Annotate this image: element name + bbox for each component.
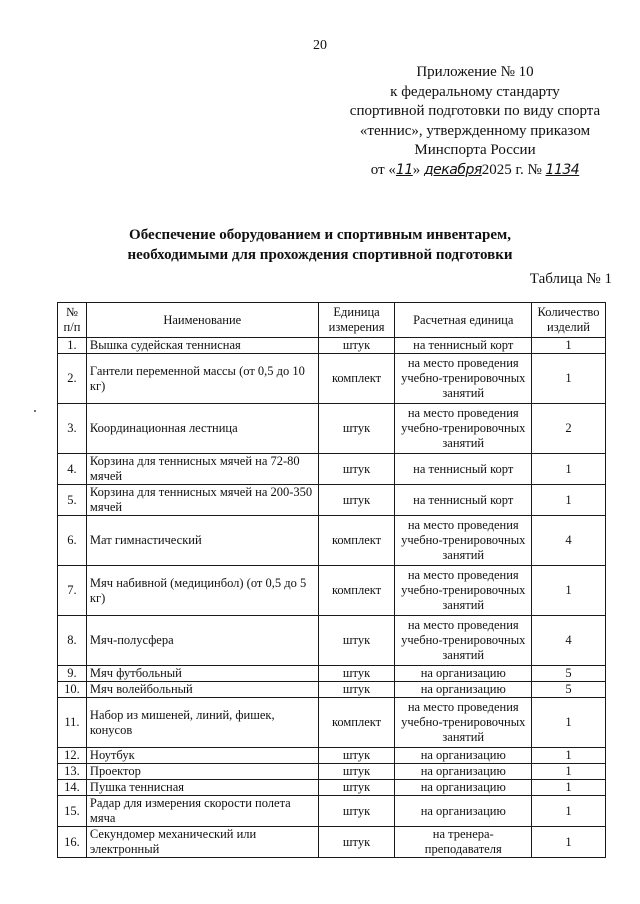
cell-name: Проектор: [86, 764, 318, 780]
cell-name: Мяч набивной (медицинбол) (от 0,5 до 5 кг): [86, 566, 318, 616]
cell-calc: на организацию: [395, 666, 532, 682]
order-date-line: [330, 161, 620, 181]
appendix-line-3: спортивной подготовки по виду спорта: [349, 103, 601, 119]
table-row: [58, 338, 606, 354]
cell-unit: штук: [318, 764, 395, 780]
cell-qty: 1: [532, 748, 606, 764]
date-mid: »: [412, 161, 421, 178]
cell-name: Корзина для теннисных мячей на 200-350 мячей: [86, 485, 318, 516]
cell-unit: штук: [318, 748, 395, 764]
date-day-handwritten: 11: [395, 161, 413, 178]
table-row: [58, 698, 606, 748]
table-row: [58, 454, 606, 485]
title-line-2: необходимыми для прохождения спортивной подготовки: [127, 247, 513, 263]
header-unit: Единица измерения: [318, 303, 395, 338]
table-row: [58, 516, 606, 566]
cell-num: 6.: [58, 516, 87, 566]
cell-unit: штук: [318, 454, 395, 485]
cell-name: Ноутбук: [86, 748, 318, 764]
cell-num: 9.: [58, 666, 87, 682]
cell-qty: 1: [532, 354, 606, 404]
cell-qty: 2: [532, 404, 606, 454]
table-row: [58, 796, 606, 827]
cell-calc: на организацию: [395, 764, 532, 780]
equipment-table: [57, 302, 606, 858]
cell-unit: штук: [318, 338, 395, 354]
cell-qty: 5: [532, 682, 606, 698]
scan-speck: [34, 410, 36, 412]
cell-unit: комплект: [318, 566, 395, 616]
cell-name: Корзина для теннисных мячей на 72-80 мячей: [86, 454, 318, 485]
date-prefix: от «: [370, 161, 396, 178]
appendix-line-2: к федеральному стандарту: [390, 83, 560, 100]
table-row: [58, 404, 606, 454]
cell-num: 1.: [58, 338, 87, 354]
order-number-handwritten: 1134: [545, 161, 580, 178]
table-row: [58, 666, 606, 682]
cell-num: 12.: [58, 748, 87, 764]
table-row: [58, 485, 606, 516]
table-row: [58, 827, 606, 858]
cell-calc: на теннисный корт: [395, 338, 532, 354]
cell-calc: на место проведения учебно-тренировочных занятий: [395, 566, 532, 616]
cell-unit: комплект: [318, 354, 395, 404]
cell-qty: 1: [532, 698, 606, 748]
cell-qty: 1: [532, 485, 606, 516]
table-caption: Таблица № 1: [529, 271, 612, 287]
cell-num: 7.: [58, 566, 87, 616]
cell-num: 8.: [58, 616, 87, 666]
cell-name: Радар для измерения скорости полета мяча: [86, 796, 318, 827]
appendix-block: [330, 63, 620, 180]
cell-calc: на место проведения учебно-тренировочных занятий: [395, 616, 532, 666]
table-row: [58, 354, 606, 404]
cell-qty: 1: [532, 827, 606, 858]
cell-num: 16.: [58, 827, 87, 858]
cell-unit: штук: [318, 827, 395, 858]
appendix-line-5: Минспорта России: [414, 142, 536, 158]
cell-qty: 4: [532, 516, 606, 566]
cell-qty: 1: [532, 764, 606, 780]
cell-qty: 1: [532, 338, 606, 354]
appendix-line-1: Приложение № 10: [416, 64, 534, 80]
cell-unit: штук: [318, 616, 395, 666]
cell-calc: на организацию: [395, 748, 532, 764]
cell-unit: штук: [318, 666, 395, 682]
cell-unit: штук: [318, 796, 395, 827]
cell-name: Пушка теннисная: [86, 780, 318, 796]
cell-num: 10.: [58, 682, 87, 698]
cell-calc: на место проведения учебно-тренировочных занятий: [395, 354, 532, 404]
cell-unit: штук: [318, 780, 395, 796]
cell-num: 14.: [58, 780, 87, 796]
date-year: 2025 г. №: [481, 161, 542, 178]
cell-name: Мат гимнастический: [86, 516, 318, 566]
table-row: [58, 780, 606, 796]
cell-qty: 1: [532, 796, 606, 827]
cell-unit: комплект: [318, 698, 395, 748]
table-row: [58, 616, 606, 666]
title-line-1: Обеспечение оборудованием и спортивным инвентарем,: [129, 227, 511, 243]
cell-num: 2.: [58, 354, 87, 404]
cell-name: Мяч футбольный: [86, 666, 318, 682]
cell-qty: 1: [532, 454, 606, 485]
table-row: [58, 748, 606, 764]
appendix-line-4: «теннис», утвержденному приказом: [359, 122, 591, 139]
cell-qty: 1: [532, 566, 606, 616]
cell-qty: 4: [532, 616, 606, 666]
header-calc: Расчетная единица: [395, 303, 532, 338]
table-header-row: [58, 303, 606, 338]
cell-qty: 5: [532, 666, 606, 682]
cell-unit: штук: [318, 404, 395, 454]
table-row: [58, 566, 606, 616]
cell-name: Мяч-полусфера: [86, 616, 318, 666]
cell-calc: на теннисный корт: [395, 454, 532, 485]
cell-name: Гантели переменной массы (от 0,5 до 10 кг): [86, 354, 318, 404]
cell-unit: штук: [318, 485, 395, 516]
document-title: [0, 225, 640, 265]
cell-name: Координационная лестница: [86, 404, 318, 454]
cell-calc: на теннисный корт: [395, 485, 532, 516]
cell-calc: на тренера-преподавателя: [395, 827, 532, 858]
cell-num: 15.: [58, 796, 87, 827]
table-body: [58, 338, 606, 858]
cell-num: 4.: [58, 454, 87, 485]
table-row: [58, 682, 606, 698]
cell-calc: на организацию: [395, 780, 532, 796]
date-month-handwritten: декабря: [423, 161, 482, 178]
cell-name: Вышка судейская теннисная: [86, 338, 318, 354]
header-num: № п/п: [58, 303, 87, 338]
cell-qty: 1: [532, 780, 606, 796]
page-number: 20: [313, 38, 327, 53]
table-row: [58, 764, 606, 780]
cell-name: Мяч волейбольный: [86, 682, 318, 698]
header-name: Наименование: [86, 303, 318, 338]
cell-unit: штук: [318, 682, 395, 698]
cell-calc: на место проведения учебно-тренировочных занятий: [395, 698, 532, 748]
cell-calc: на место проведения учебно-тренировочных занятий: [395, 404, 532, 454]
cell-num: 3.: [58, 404, 87, 454]
cell-num: 13.: [58, 764, 87, 780]
cell-name: Секундомер механический или электронный: [86, 827, 318, 858]
cell-calc: на организацию: [395, 796, 532, 827]
cell-calc: на место проведения учебно-тренировочных занятий: [395, 516, 532, 566]
cell-calc: на организацию: [395, 682, 532, 698]
cell-unit: комплект: [318, 516, 395, 566]
header-qty: Количество изделий: [532, 303, 606, 338]
cell-name: Набор из мишеней, линий, фишек, конусов: [86, 698, 318, 748]
cell-num: 5.: [58, 485, 87, 516]
cell-num: 11.: [58, 698, 87, 748]
